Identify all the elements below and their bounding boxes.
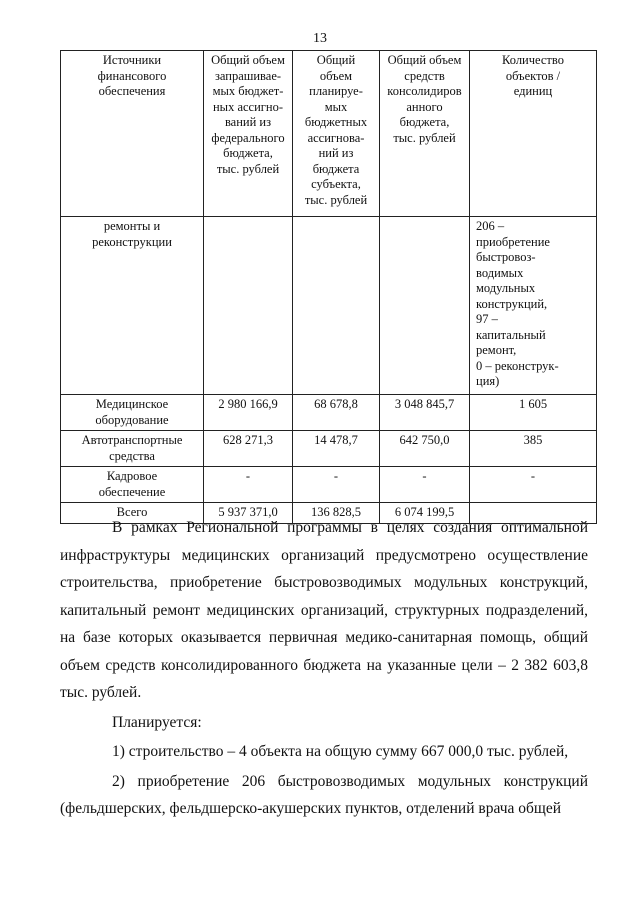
table-cell: 2 980 166,9: [204, 395, 293, 431]
header-cell: Количество объектов / единиц: [470, 51, 597, 217]
table-cell: -: [380, 467, 470, 503]
table-cell: 68 678,8: [293, 395, 380, 431]
paragraph: Планируется:: [112, 713, 202, 731]
table-cell: 5 937 371,0: [204, 503, 293, 524]
table-cell: 1 605: [470, 395, 597, 431]
header-cell: Общий объем средств консолидиров анного бюджета, тыс. рублей: [380, 51, 470, 217]
table-row: [61, 467, 597, 503]
table-cell: -: [293, 467, 380, 503]
table-cell: 3 048 845,7: [380, 395, 470, 431]
header-cell: Источники финансового обеспечения: [61, 51, 204, 217]
table-cell: Кадровое обеспечение: [61, 467, 204, 503]
table-row: [61, 395, 597, 431]
table-header-row: [61, 51, 597, 217]
table-cell: 628 271,3: [204, 431, 293, 467]
table-cell: 6 074 199,5: [380, 503, 470, 524]
header-cell: Общий объем планируе- мых бюджетных ассигнова- ний из бюджета субъекта, тыс. рублей: [293, 51, 380, 217]
header-cell: Общий объем запрашивае- мых бюджет- ных ассигно- ваний из федерального бюджета, тыс. рублей: [204, 51, 293, 217]
table-cell: Медицинское оборудование: [61, 395, 204, 431]
list-item: 2) приобретение 206 быстровозводимых модульных конструкций (фельдшерских, фельдшерско-акушерских пунктов, отделений врача общей: [60, 772, 588, 817]
list-item: 1) строительство – 4 объекта на общую сумму 667 000,0 тыс. рублей,: [112, 743, 569, 760]
table-cell: 206 – приобретение быстровоз- водимых модульных конструкций, 97 – капитальный ремонт, 0 – реконструк- ция): [470, 217, 597, 395]
body-text: [60, 514, 588, 823]
table-cell: -: [470, 467, 597, 503]
financing-table: [60, 50, 597, 524]
table-cell: 14 478,7: [293, 431, 380, 467]
table-cell: Всего: [61, 503, 204, 524]
table-cell: [293, 217, 380, 395]
table-cell: 385: [470, 431, 597, 467]
table-cell: -: [204, 467, 293, 503]
table-row: [61, 431, 597, 467]
table-cell: [380, 217, 470, 395]
paragraph: В рамках Региональной программы в целях создания оптимальной инфраструктуры медицинских организаций предусмотрено осуществление строительства, приобретение быстровозводимых модульных конструкций, капитальный ремонт медицинских организаций, структурных подразделений, на базе которых оказывается первичная медико-санитарная помощь, общий объем средств консолидированного бюджета на указанные цели – 2 382 603,8 тыс. рублей.: [60, 519, 588, 701]
table-cell: 136 828,5: [293, 503, 380, 524]
table-row: [61, 217, 597, 395]
table-cell: Автотранспортные средства: [61, 431, 204, 467]
table-cell: 642 750,0: [380, 431, 470, 467]
page-number: 13: [313, 31, 327, 46]
table-cell: [204, 217, 293, 395]
table-cell: ремонты и реконструкции: [61, 217, 204, 395]
